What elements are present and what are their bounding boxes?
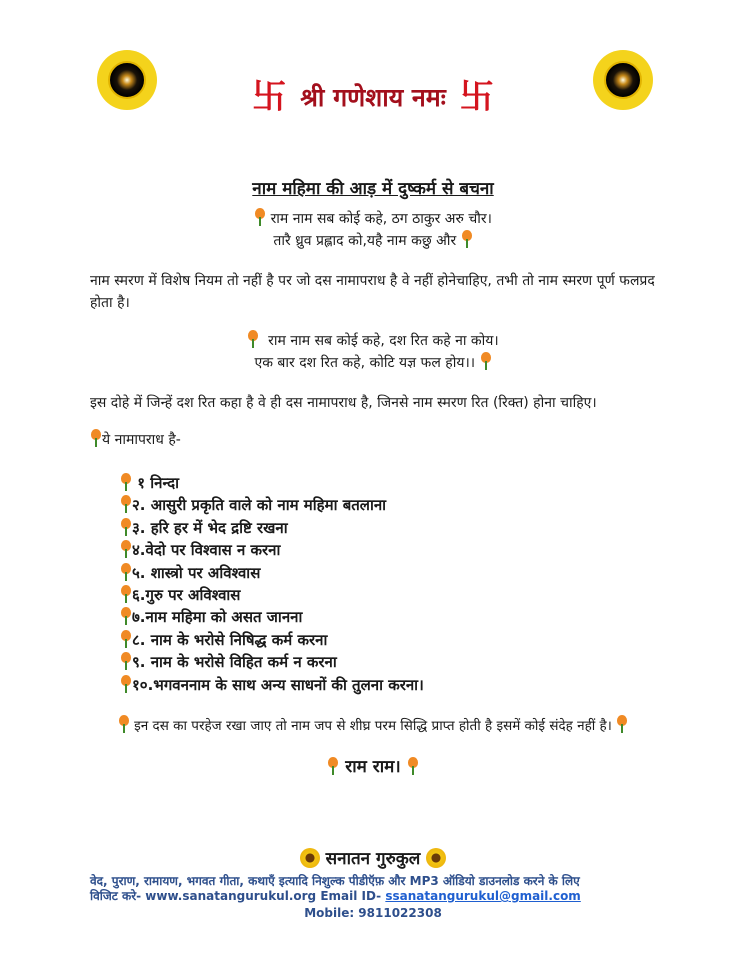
flower-icon [254, 208, 266, 226]
flower-icon [120, 585, 132, 603]
list-item: ५. शास्त्रो पर अविश्वास [120, 562, 424, 584]
sunflower-icon [300, 848, 320, 868]
conclusion: इन दस का परहेज रखा जाए तो नाम जप से शीघ्र परम सिद्धि प्राप्त होती है इसमें कोई संदेह नहीं है। [0, 715, 746, 734]
list-item: ४.वेदो पर विश्वास न करना [120, 539, 424, 561]
flower-icon [120, 563, 132, 581]
flower-icon [480, 352, 492, 370]
flower-icon [407, 757, 419, 775]
paragraph-2: इस दोहे में जिन्हें दश रित कहा है वे ही दस नामापराध है, जिनसे नाम स्मरण रित (रिक्त) होना चाहिए। [90, 395, 597, 411]
couplet-2 [0, 330, 746, 374]
offense-list [120, 472, 424, 696]
footer-visit-text: विजिट करे- www.sanatangurukul.org Email ID- [90, 889, 386, 903]
flower-icon [118, 715, 130, 733]
couplet-1-line-2: तारै ध्रुव प्रह्लाद को,यहै नाम कछु और [273, 233, 457, 249]
page-title: नाम महिमा की आड़ में दुष्कर्म से बचना [252, 179, 494, 199]
list-item: ३. हरि हर में भेद द्रष्टि रखना [120, 517, 424, 539]
flower-icon [461, 230, 473, 248]
list-item: २. आसुरी प्रकृति वाले को नाम महिमा बतलाना [120, 494, 424, 516]
flower-icon [120, 630, 132, 648]
mobile-number: Mobile: 9811022308 [304, 906, 442, 920]
sunflower-icon [426, 848, 446, 868]
couplet-1 [0, 208, 746, 252]
page-header [0, 77, 746, 117]
list-item: ७.नाम महिमा को असत जानना [120, 606, 424, 628]
list-item: ९. नाम के भरोसे विहित कर्म न करना [120, 651, 424, 673]
flower-icon [327, 757, 339, 775]
flower-icon [616, 715, 628, 733]
flower-icon [120, 652, 132, 670]
flower-icon [120, 540, 132, 558]
couplet-2-line-2: एक बार दश रित कहे, कोटि यज्ञ फल होय।। [254, 355, 476, 371]
flower-icon [120, 675, 132, 693]
list-item: १ निन्दा [120, 472, 424, 494]
flower-icon [247, 330, 259, 348]
flower-icon [90, 429, 102, 447]
flower-icon [120, 495, 132, 513]
flower-icon [120, 607, 132, 625]
swastika-icon: 卐 [459, 77, 494, 117]
header-title: श्री गणेशाय नमः [300, 83, 446, 112]
footer-line-1: वेद, पुराण, रामायण, भगवत गीता, कथाएँ इत्यादि निशुल्क पीडीऍफ़ और MP3 ऑडियो डाउनलोड करने के लिए [90, 874, 580, 888]
list-intro: ये नामापराध है- [90, 429, 660, 451]
footer-text [90, 874, 670, 904]
email-link[interactable]: ssanatangurukul@gmail.com [385, 889, 581, 903]
list-item: ६.गुरु पर अविश्वास [120, 584, 424, 606]
closing-salutation: राम राम। [0, 754, 746, 777]
paragraph-1: नाम स्मरण में विशेष नियम तो नहीं है पर जो दस नामापराध है वे नहीं होनेचाहिए, तभी तो नाम स्मरण पूर्ण फलप्रद होता है। [90, 273, 655, 311]
brand-name: सनातन गुरुकुल [0, 846, 746, 869]
list-item: ८. नाम के भरोसे निषिद्ध कर्म करना [120, 629, 424, 651]
swastika-icon: 卐 [252, 77, 287, 117]
flower-icon [120, 473, 132, 491]
couplet-2-line-1: राम नाम सब कोई कहे, दश रित कहे ना कोय। [268, 333, 499, 349]
couplet-1-line-1: राम नाम सब कोई कहे, ठग ठाकुर अरु चौर। [270, 211, 492, 227]
list-item: १०.भगवननाम के साथ अन्य साधनों की तुलना करना। [120, 674, 424, 696]
flower-icon [120, 518, 132, 536]
